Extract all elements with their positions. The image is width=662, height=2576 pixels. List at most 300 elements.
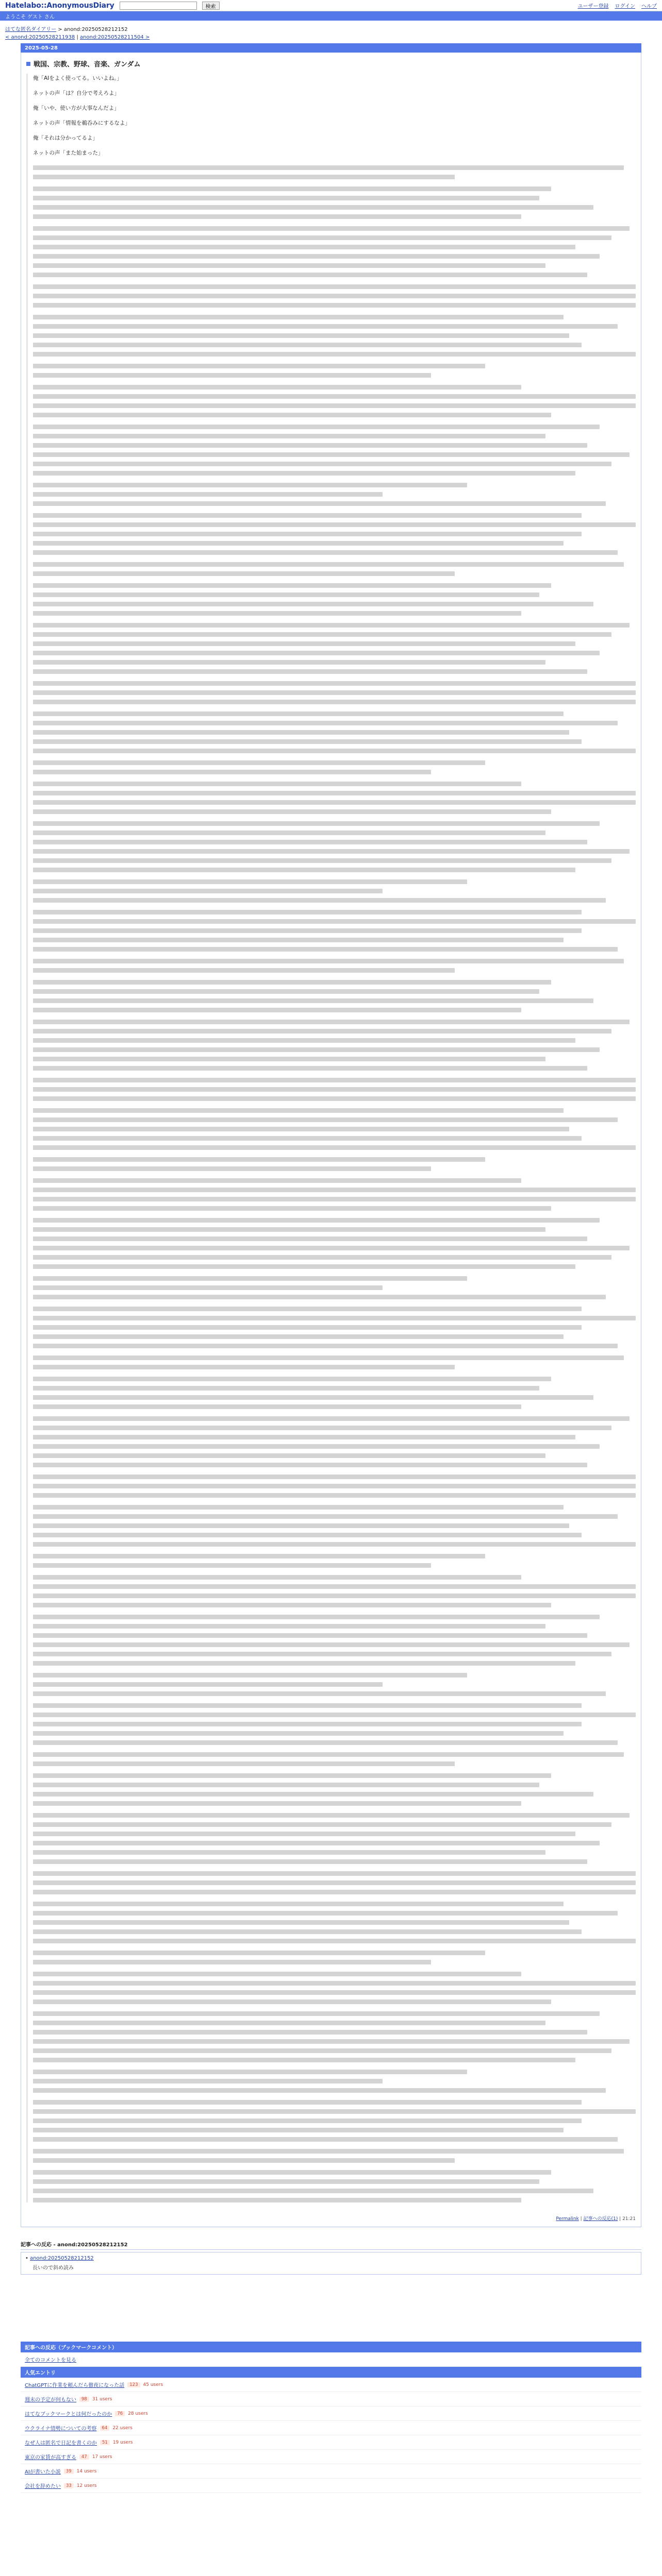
text-line: [33, 2030, 587, 2035]
text-paragraph: [33, 513, 636, 555]
text-paragraph: [33, 165, 636, 179]
text-line: [33, 809, 551, 814]
text-line: [33, 730, 569, 735]
text-line: [33, 226, 630, 231]
text-line: [33, 522, 636, 527]
text-line: [33, 770, 431, 774]
text-paragraph: [33, 1703, 636, 1745]
text-paragraph: [33, 1972, 636, 2004]
text-line: [33, 868, 575, 872]
text-line: [33, 831, 545, 835]
reply-section: [21, 2239, 641, 2275]
popular-entry-link[interactable]: なぜ人は匿名で日記を書くのか: [25, 2441, 97, 2446]
text-paragraph: [33, 1773, 636, 1806]
text-line: [33, 541, 564, 546]
text-line: [33, 1285, 383, 1290]
text-line: [33, 254, 600, 259]
text-line: [33, 2070, 467, 2074]
text-paragraph: [33, 1575, 636, 1607]
article-paragraph: ネットの声「また始まった」: [33, 150, 104, 156]
bookmark-count-badge: 123: [127, 2382, 140, 2387]
popular-entry-row: [21, 2479, 641, 2493]
text-line: [33, 571, 455, 576]
text-line: [33, 333, 569, 338]
users-count[interactable]: 12 users: [76, 2483, 97, 2488]
text-line: [33, 1752, 624, 1757]
text-line: [33, 403, 636, 408]
prev-entry-link[interactable]: < anond:20250528211938: [5, 35, 75, 40]
text-line: [33, 1365, 455, 1369]
users-count[interactable]: 17 users: [92, 2454, 112, 2460]
title-bullet-icon: [26, 62, 30, 66]
article-paragraph: 俺「いや、使い方が大事なんだよ」: [33, 105, 120, 111]
text-line: [33, 681, 636, 686]
text-line: [33, 2011, 600, 2016]
text-line: [33, 1029, 611, 1033]
text-line: [33, 782, 521, 786]
text-line: [33, 1416, 630, 1421]
bookmark-count-badge: 39: [64, 2469, 74, 2474]
text-line: [33, 2079, 383, 2083]
text-line: [33, 1682, 383, 1687]
text-paragraph: [33, 1157, 636, 1171]
text-line: [33, 1087, 636, 1092]
text-line: [33, 1773, 551, 1778]
popular-entry-row: [21, 2421, 641, 2435]
text-line: [33, 187, 551, 191]
text-line: [33, 800, 636, 805]
text-line: [33, 1624, 545, 1629]
text-line: [33, 550, 618, 555]
date-header: 2025-05-28: [21, 43, 641, 53]
text-line: [33, 1377, 551, 1381]
text-paragraph: [33, 681, 636, 704]
text-line: [33, 562, 624, 567]
text-line: [33, 1444, 600, 1449]
text-paragraph: [33, 1871, 636, 1894]
text-line: [33, 352, 636, 357]
popular-entry-row: [21, 2378, 641, 2392]
text-line: [33, 2058, 575, 2062]
text-line: [33, 513, 582, 518]
text-line: [33, 1801, 521, 1806]
bookmark-bar: 記事への反応（ブックマークコメント）: [21, 2342, 641, 2352]
popular-entry-row: [21, 2392, 641, 2406]
text-line: [33, 315, 564, 319]
text-line: [33, 1008, 521, 1012]
text-line: [33, 1227, 545, 1232]
text-paragraph: [33, 1276, 636, 1299]
text-line: [33, 443, 587, 448]
text-line: [33, 434, 545, 438]
text-line: [33, 1661, 575, 1666]
text-line: [33, 1594, 636, 1598]
text-paragraph: [33, 879, 636, 903]
text-paragraph: [33, 1902, 636, 1943]
text-line: [33, 2088, 606, 2093]
text-paragraph: [33, 1416, 636, 1467]
text-line: [33, 2039, 630, 2044]
text-line: [33, 1960, 431, 1964]
bookmark-count-badge: 47: [79, 2454, 89, 2460]
text-line: [33, 791, 636, 795]
entry-nav: < anond:20250528211938 | anond:20250528211504 >: [5, 35, 150, 40]
article-paragraph: 俺「AIをよく使ってる。いいよね。」: [33, 75, 123, 81]
text-line: [33, 471, 575, 476]
text-paragraph: [33, 910, 636, 952]
text-line: [33, 324, 618, 329]
article-body: [26, 74, 636, 2202]
popular-entries-list: [21, 2378, 641, 2493]
text-line: [33, 669, 587, 674]
text-paragraph: [33, 1813, 636, 1864]
text-paragraph: [33, 2011, 636, 2062]
text-line: [33, 413, 551, 417]
text-line: [33, 2149, 624, 2154]
breadcrumb-current: anond:20250528212152: [63, 27, 128, 32]
text-line: [33, 1453, 545, 1458]
article-paragraph: ネットの声「は？自分で考えろよ」: [33, 90, 120, 96]
text-line: [33, 175, 455, 179]
text-line: [33, 2109, 636, 2114]
users-count[interactable]: 45 users: [143, 2382, 163, 2387]
text-line: [33, 1484, 636, 1488]
text-line: [33, 760, 485, 765]
text-line: [33, 1713, 636, 1717]
text-line: [33, 660, 545, 665]
article-title-text: 戦国、宗教、野球、音楽、ガンダム: [34, 61, 141, 69]
text-line: [33, 1355, 624, 1360]
permalink[interactable]: Permalink: [556, 2216, 579, 2222]
text-line: [33, 968, 455, 973]
text-line: [33, 1236, 587, 1241]
users-count[interactable]: 28 users: [128, 2411, 148, 2416]
article-paragraph: 俺「それは分かってるよ」: [33, 135, 98, 141]
popular-entry-row: [21, 2464, 641, 2479]
all-comments-link[interactable]: 全てのコメントを見る: [25, 2358, 76, 2363]
text-line: [33, 1108, 564, 1113]
top-links: [578, 2, 657, 9]
text-line: [33, 928, 582, 933]
article-text-block: [33, 165, 636, 2202]
text-paragraph: [33, 711, 636, 753]
text-line: [33, 483, 467, 487]
text-line: [33, 165, 624, 170]
text-line: [33, 462, 611, 466]
text-line: [33, 273, 587, 277]
text-line: [33, 989, 539, 994]
text-line: [33, 1218, 600, 1223]
text-paragraph: [33, 1673, 636, 1696]
text-line: [33, 919, 636, 924]
text-line: [33, 1822, 611, 1827]
text-line: [33, 205, 593, 210]
top-bar: [0, 0, 662, 11]
text-line: [33, 2170, 551, 2175]
text-line: [33, 1859, 587, 1864]
bookmark-count-badge: 98: [79, 2397, 89, 2402]
text-paragraph: [33, 187, 636, 219]
text-line: [33, 1880, 636, 1885]
site-logo[interactable]: Hatelabo::AnonymousDiary: [5, 1, 114, 10]
text-line: [33, 1127, 569, 1131]
text-line: [33, 1990, 636, 1995]
search-button[interactable]: 検索: [202, 2, 220, 10]
text-paragraph: [33, 1078, 636, 1101]
text-line: [33, 1584, 636, 1589]
text-line: [33, 2189, 593, 2193]
text-line: [33, 1523, 569, 1528]
text-line: [33, 1505, 564, 1510]
popular-entry-link[interactable]: AIが書いた小説: [25, 2469, 61, 2475]
text-line: [33, 1325, 582, 1330]
text-line: [33, 1145, 636, 1150]
text-line: [33, 343, 582, 347]
users-count[interactable]: 22 users: [112, 2425, 133, 2431]
text-line: [33, 1426, 611, 1430]
text-line: [33, 2198, 521, 2202]
reply-text: 長いので斜め読み: [32, 2265, 74, 2271]
text-paragraph: [33, 1178, 636, 1211]
text-line: [33, 2021, 545, 2025]
text-line: [33, 641, 575, 646]
text-line: [33, 1386, 539, 1391]
next-entry-link[interactable]: anond:20250528211504 >: [80, 35, 150, 40]
text-line: [33, 1295, 606, 1299]
text-line: [33, 1871, 636, 1876]
text-line: [33, 1740, 618, 1745]
text-line: [33, 1554, 485, 1558]
bookmark-section: [21, 2342, 641, 2493]
text-line: [33, 1920, 569, 1925]
popular-entry-link[interactable]: はてなブックマークとは何だったのか: [25, 2412, 112, 2417]
text-paragraph: [33, 1951, 636, 1964]
article: [21, 53, 641, 2227]
text-line: [33, 1047, 600, 1052]
text-line: [33, 1096, 636, 1101]
text-line: [33, 1136, 582, 1141]
text-paragraph: [33, 1615, 636, 1666]
text-line: [33, 1404, 521, 1409]
text-line: [33, 1929, 582, 1934]
text-paragraph: [33, 284, 636, 308]
text-paragraph: [33, 1554, 636, 1568]
text-line: [33, 1939, 636, 1943]
text-paragraph: [33, 980, 636, 1012]
article-footer: Permalink | 記事への反応(1) | 21:21: [556, 2216, 636, 2222]
breadcrumb: はてな匿名ダイアリー > anond:20250528212152: [5, 27, 128, 32]
text-line: [33, 1020, 630, 1024]
text-paragraph: [33, 315, 636, 357]
popular-entry-row: [21, 2450, 641, 2464]
text-line: [33, 1999, 551, 2004]
text-paragraph: [33, 959, 636, 973]
users-count[interactable]: 31 users: [92, 2396, 112, 2402]
text-line: [33, 1722, 582, 1726]
text-line: [33, 501, 606, 506]
text-line: [33, 1307, 582, 1311]
text-line: [33, 1841, 600, 1845]
text-line: [33, 373, 431, 378]
text-line: [33, 1633, 587, 1638]
text-line: [33, 1334, 564, 1339]
text-line: [33, 1652, 611, 1656]
text-line: [33, 1533, 582, 1537]
text-line: [33, 294, 636, 298]
text-line: [33, 938, 564, 942]
text-line: [33, 1615, 600, 1619]
welcome-text: ようこそ ゲスト さん: [5, 14, 55, 20]
bookmark-count-badge: 64: [100, 2426, 110, 2431]
search-input[interactable]: [120, 2, 197, 10]
text-line: [33, 739, 582, 744]
text-line: [33, 1264, 575, 1269]
text-line: [33, 1197, 636, 1201]
text-line: [33, 452, 630, 457]
reply-item: • anond:20250528212152 長いので斜め読み: [21, 2252, 641, 2275]
text-paragraph: [33, 364, 636, 378]
text-paragraph: [33, 1505, 636, 1547]
text-line: [33, 910, 582, 914]
text-paragraph: [33, 1020, 636, 1071]
text-line: [33, 1813, 630, 1818]
text-paragraph: [33, 1218, 636, 1269]
text-line: [33, 1603, 551, 1607]
text-paragraph: [33, 385, 636, 417]
text-line: [33, 2100, 582, 2105]
users-count[interactable]: 19 users: [112, 2439, 133, 2445]
text-line: [33, 849, 630, 854]
text-paragraph: [33, 2170, 636, 2202]
sub-header: [0, 11, 662, 21]
text-line: [33, 1038, 575, 1043]
text-line: [33, 235, 611, 240]
login-link[interactable]: ログイン: [615, 4, 635, 9]
text-line: [33, 947, 618, 952]
text-line: [33, 1575, 521, 1580]
text-line: [33, 611, 521, 616]
text-line: [33, 1276, 467, 1281]
popular-entry-link[interactable]: 東京の家賃が高すぎる: [25, 2455, 76, 2461]
text-paragraph: [33, 583, 636, 616]
text-line: [33, 2179, 539, 2184]
text-paragraph: [33, 1752, 636, 1766]
text-line: [33, 1951, 485, 1955]
text-paragraph: [33, 782, 636, 814]
text-line: [33, 1673, 467, 1677]
text-line: [33, 364, 485, 368]
text-line: [33, 700, 636, 704]
popular-entry-link[interactable]: ウクライナ情勢についての考察: [25, 2426, 97, 2432]
text-line: [33, 1890, 636, 1894]
main-content: [21, 43, 641, 2227]
text-line: [33, 2158, 455, 2163]
user-register-link[interactable]: ユーザー登録: [577, 4, 609, 9]
text-line: [33, 1117, 618, 1122]
help-link[interactable]: ヘルプ: [641, 4, 657, 9]
text-line: [33, 1435, 575, 1439]
text-paragraph: [33, 2100, 636, 2142]
text-line: [33, 1981, 636, 1986]
text-line: [33, 394, 636, 399]
text-line: [33, 1542, 636, 1547]
text-paragraph: [33, 1475, 636, 1498]
text-line: [33, 2137, 618, 2142]
text-line: [33, 1395, 593, 1400]
popular-entry-row: [21, 2435, 641, 2450]
users-count[interactable]: 14 users: [76, 2468, 97, 2474]
text-line: [33, 959, 624, 963]
text-line: [33, 1792, 593, 1797]
bookmark-count-badge: 76: [115, 2411, 125, 2416]
text-line: [33, 1783, 539, 1787]
bookmark-count-badge: 51: [100, 2440, 110, 2445]
text-line: [33, 602, 593, 606]
text-line: [33, 721, 618, 725]
text-line: [33, 1902, 564, 1906]
text-line: [33, 690, 636, 695]
popular-entry-link[interactable]: 週末の予定が何もない: [25, 2397, 76, 2403]
text-line: [33, 1078, 636, 1082]
text-line: [33, 263, 545, 268]
text-line: [33, 1255, 611, 1260]
text-line: [33, 592, 539, 597]
text-line: [33, 1066, 587, 1071]
bookmark-count-badge: 33: [64, 2483, 74, 2488]
text-line: [33, 1157, 485, 1162]
text-paragraph: [33, 1108, 636, 1150]
text-paragraph: [33, 1307, 636, 1348]
text-line: [33, 898, 606, 903]
text-line: [33, 1178, 521, 1183]
text-line: [33, 889, 383, 893]
text-line: [33, 1514, 618, 1519]
text-line: [33, 245, 575, 249]
text-line: [33, 1731, 564, 1736]
text-paragraph: [33, 2149, 636, 2163]
text-paragraph: [33, 1355, 636, 1369]
text-line: [33, 1911, 618, 1916]
text-line: [33, 1972, 521, 1976]
text-line: [33, 1188, 636, 1192]
text-line: [33, 1703, 582, 1708]
text-line: [33, 1563, 431, 1568]
reply-link[interactable]: anond:20250528212152: [30, 2256, 94, 2261]
text-line: [33, 1475, 636, 1479]
text-line: [33, 196, 539, 200]
popular-entry-link[interactable]: ChatGPTに作業を頼んだら徹夜になった話: [25, 2383, 125, 2388]
text-paragraph: [33, 562, 636, 576]
text-line: [33, 821, 600, 826]
text-line: [33, 1493, 636, 1498]
text-line: [33, 583, 551, 588]
text-line: [33, 492, 383, 497]
text-paragraph: [33, 226, 636, 277]
text-line: [33, 1344, 618, 1348]
text-paragraph: [33, 760, 636, 774]
popular-entry-link[interactable]: 会社を辞めたい: [25, 2484, 61, 2489]
all-comments-row: [21, 2352, 641, 2367]
breadcrumb-home[interactable]: はてな匿名ダイアリー: [5, 27, 57, 32]
text-paragraph: [33, 425, 636, 476]
text-line: [33, 879, 467, 884]
text-line: [33, 1316, 636, 1320]
text-line: [33, 651, 600, 655]
text-line: [33, 1057, 545, 1061]
replies-link[interactable]: 記事への反応(1): [583, 2216, 618, 2222]
text-line: [33, 1761, 455, 1766]
text-paragraph: [33, 821, 636, 872]
